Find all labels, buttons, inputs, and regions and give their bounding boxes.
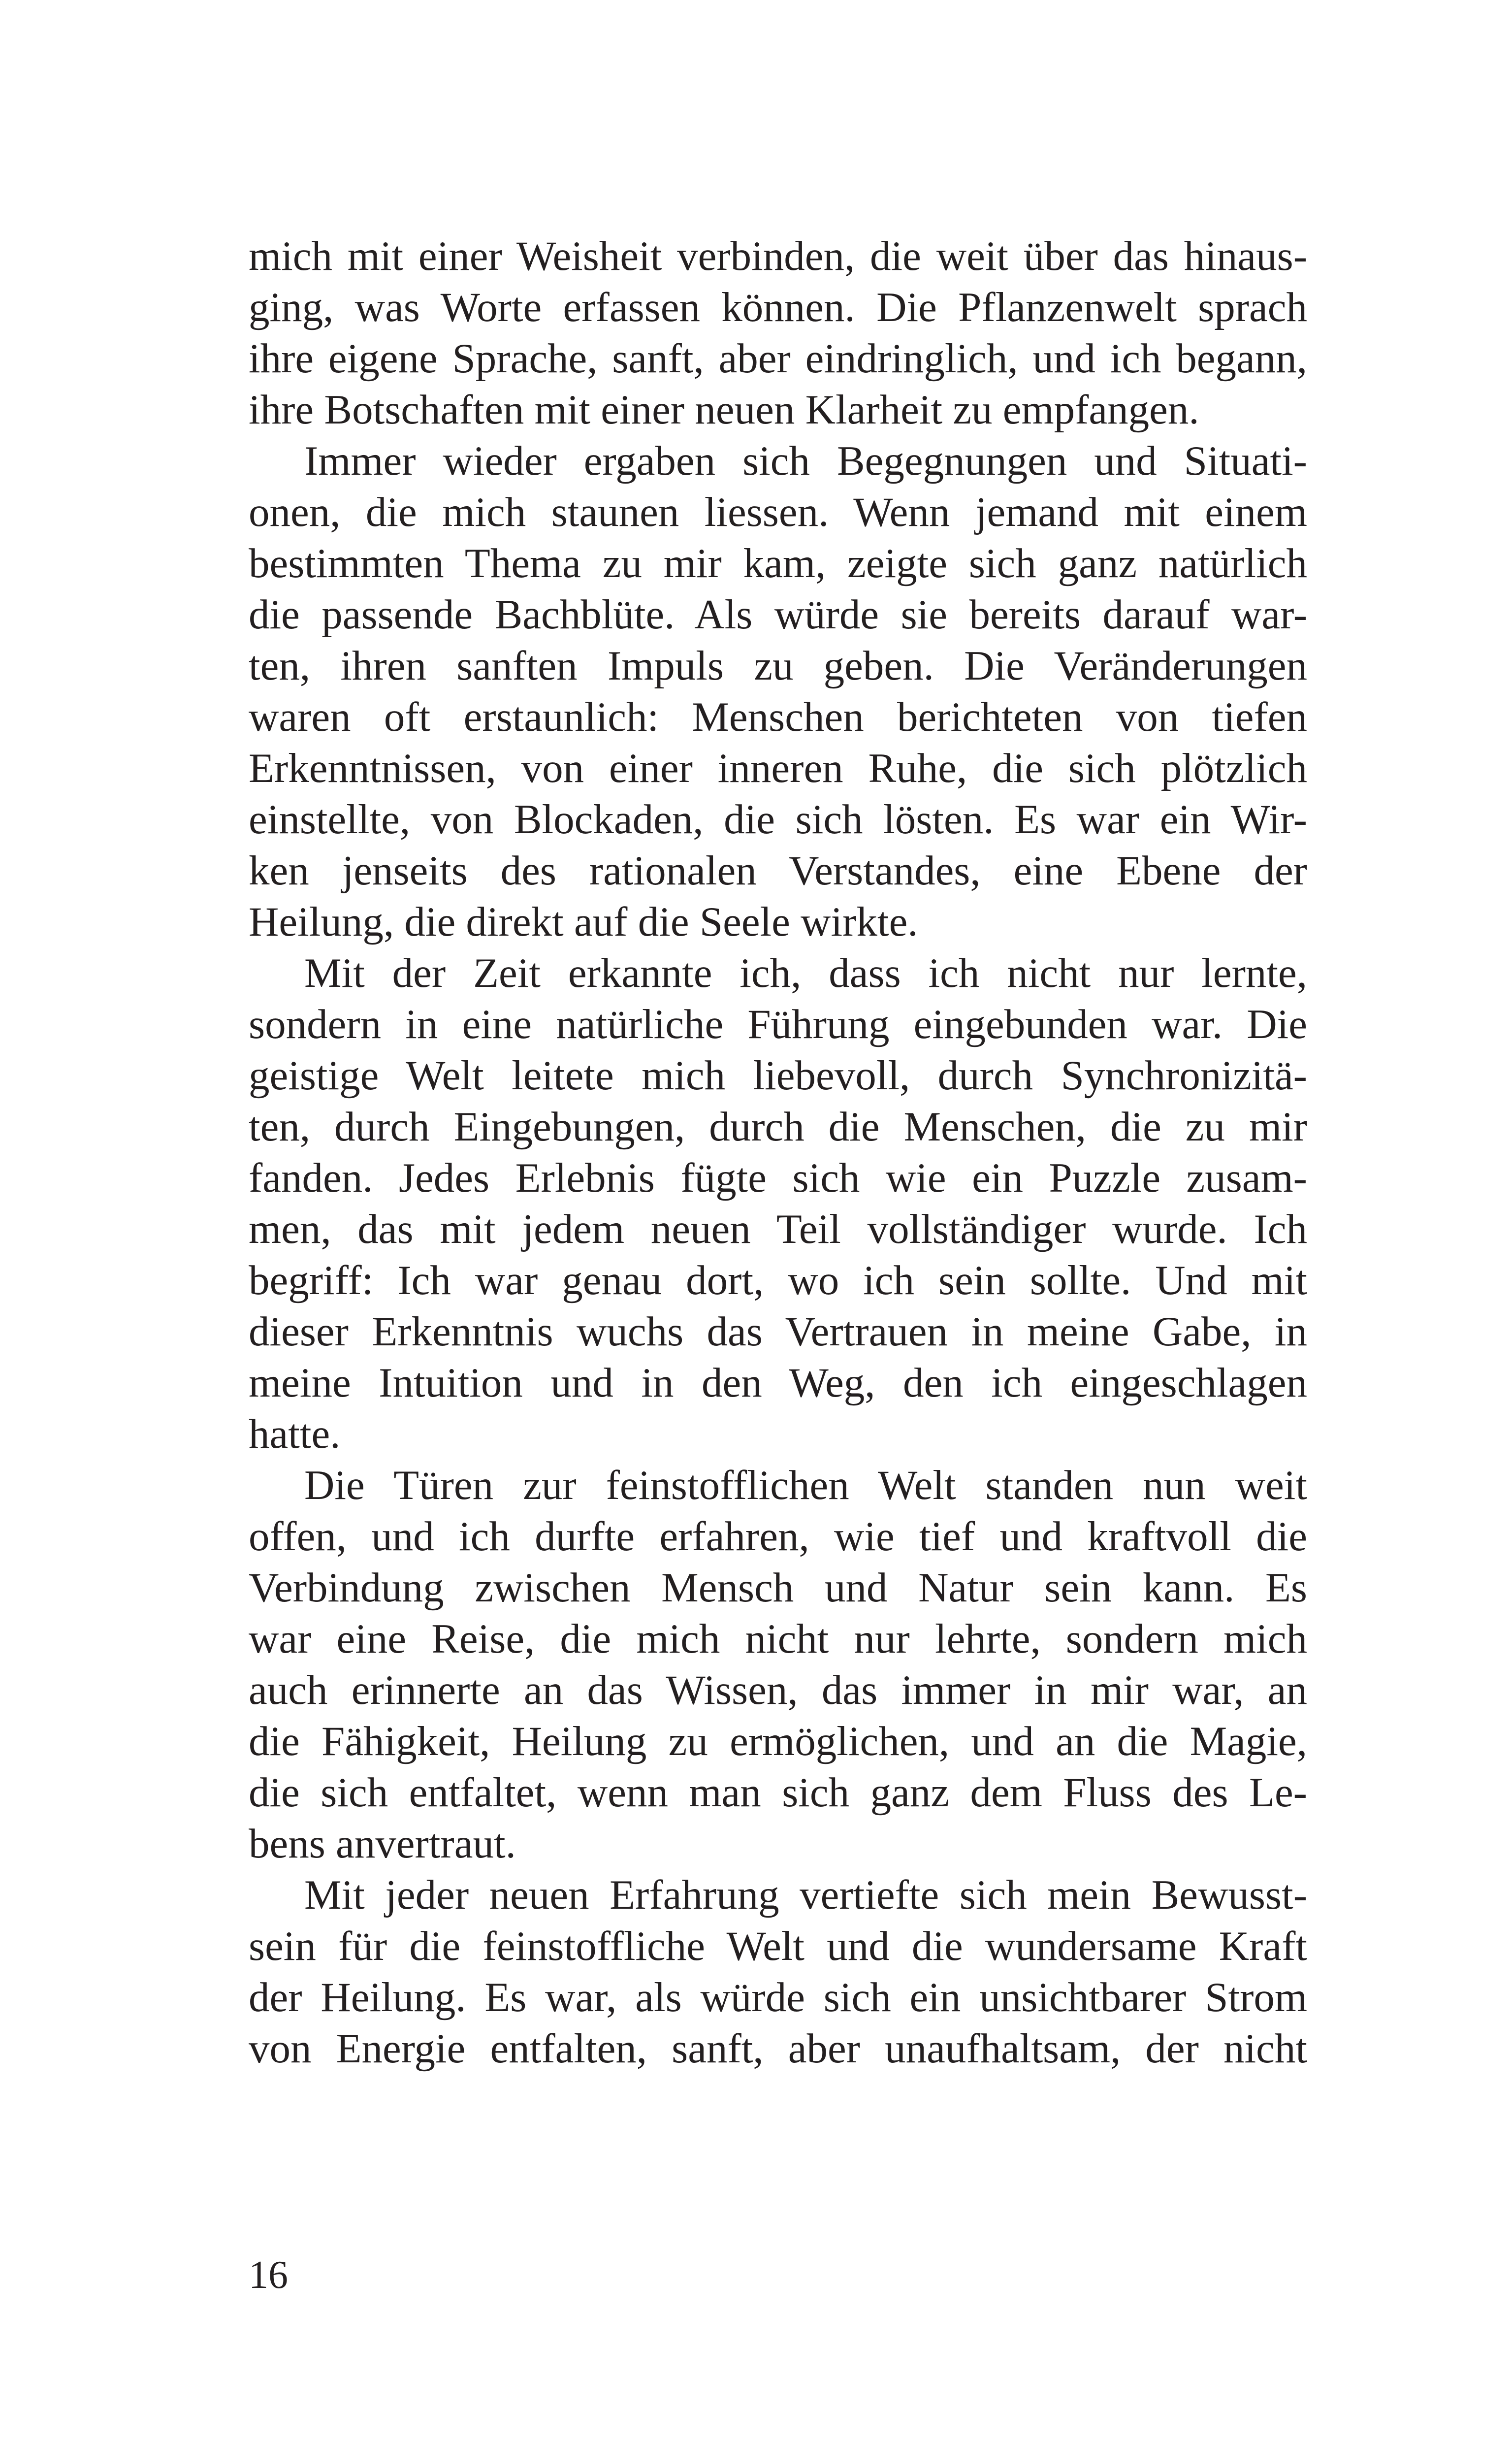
text-line: waren oft erstaunlich: Menschen berichteten von tiefen bbox=[249, 694, 1307, 740]
text-line: onen, die mich staunen liessen. Wenn jemand mit einem bbox=[249, 489, 1307, 535]
text-line: sein für die feinstoffliche Welt und die wundersame Kraft bbox=[249, 1923, 1307, 1969]
text-line: men, das mit jedem neuen Teil vollständiger wurde. Ich bbox=[249, 1206, 1307, 1252]
text-line: Die Türen zur feinstofflichen Welt standen nun weit bbox=[304, 1462, 1307, 1508]
text-line: Heilung, die direkt auf die Seele wirkte. bbox=[249, 899, 918, 945]
text-line: Erkenntnissen, von einer inneren Ruhe, die sich plötzlich bbox=[249, 745, 1307, 791]
text-line: fanden. Jedes Erlebnis fügte sich wie ein Puzzle zusam- bbox=[249, 1155, 1307, 1201]
text-line: Mit jeder neuen Erfahrung vertiefte sich mein Bewusst- bbox=[304, 1872, 1307, 1918]
text-line: mich mit einer Weisheit verbinden, die weit über das hinaus- bbox=[249, 233, 1307, 279]
text-line: von Energie entfalten, sanft, aber unaufhaltsam, der nicht bbox=[249, 2025, 1307, 2072]
text-line: meine Intuition und in den Weg, den ich eingeschlagen bbox=[249, 1360, 1307, 1406]
text-line: einstellte, von Blockaden, die sich lösten. Es war ein Wir- bbox=[249, 796, 1307, 843]
text-line: Verbindung zwischen Mensch und Natur sein kann. Es bbox=[249, 1564, 1307, 1611]
text-line: dieser Erkenntnis wuchs das Vertrauen in meine Gabe, in bbox=[249, 1308, 1307, 1355]
text-line: Immer wieder ergaben sich Begegnungen und Situati- bbox=[304, 438, 1307, 484]
text-line: die passende Bachblüte. Als würde sie bereits darauf war- bbox=[249, 591, 1307, 638]
text-line: ihre Botschaften mit einer neuen Klarheit zu empfangen. bbox=[249, 387, 1199, 433]
text-line: ging, was Worte erfassen können. Die Pflanzenwelt sprach bbox=[249, 284, 1307, 330]
text-line: geistige Welt leitete mich liebevoll, durch Synchronizitä- bbox=[249, 1052, 1307, 1099]
text-line: ten, ihren sanften Impuls zu geben. Die Veränderungen bbox=[249, 643, 1307, 689]
text-line: begriff: Ich war genau dort, wo ich sein sollte. Und mit bbox=[249, 1257, 1307, 1303]
text-line: die Fähigkeit, Heilung zu ermöglichen, und an die Magie, bbox=[249, 1718, 1307, 1764]
text-line: der Heilung. Es war, als würde sich ein unsichtbarer Strom bbox=[249, 1974, 1307, 2020]
text-line: hatte. bbox=[249, 1411, 341, 1457]
page-number: 16 bbox=[249, 2253, 288, 2297]
text-line: bestimmten Thema zu mir kam, zeigte sich ganz natürlich bbox=[249, 540, 1307, 586]
text-line: ten, durch Eingebungen, durch die Menschen, die zu mir bbox=[249, 1104, 1307, 1150]
text-line: war eine Reise, die mich nicht nur lehrte, sondern mich bbox=[249, 1616, 1307, 1662]
text-line: offen, und ich durfte erfahren, wie tief und kraftvoll die bbox=[249, 1513, 1307, 1560]
body-text bbox=[249, 230, 1307, 2074]
text-line: sondern in eine natürliche Führung eingebunden war. Die bbox=[249, 1001, 1307, 1047]
text-line: Mit der Zeit erkannte ich, dass ich nicht nur lernte, bbox=[304, 950, 1307, 996]
text-line: ihre eigene Sprache, sanft, aber eindringlich, und ich begann, bbox=[249, 335, 1307, 382]
text-line: bens anvertraut. bbox=[249, 1821, 516, 1867]
text-line: auch erinnerte an das Wissen, das immer in mir war, an bbox=[249, 1667, 1307, 1713]
text-line: die sich entfaltet, wenn man sich ganz dem Fluss des Le- bbox=[249, 1769, 1307, 1816]
text-line: ken jenseits des rationalen Verstandes, eine Ebene der bbox=[249, 847, 1307, 894]
